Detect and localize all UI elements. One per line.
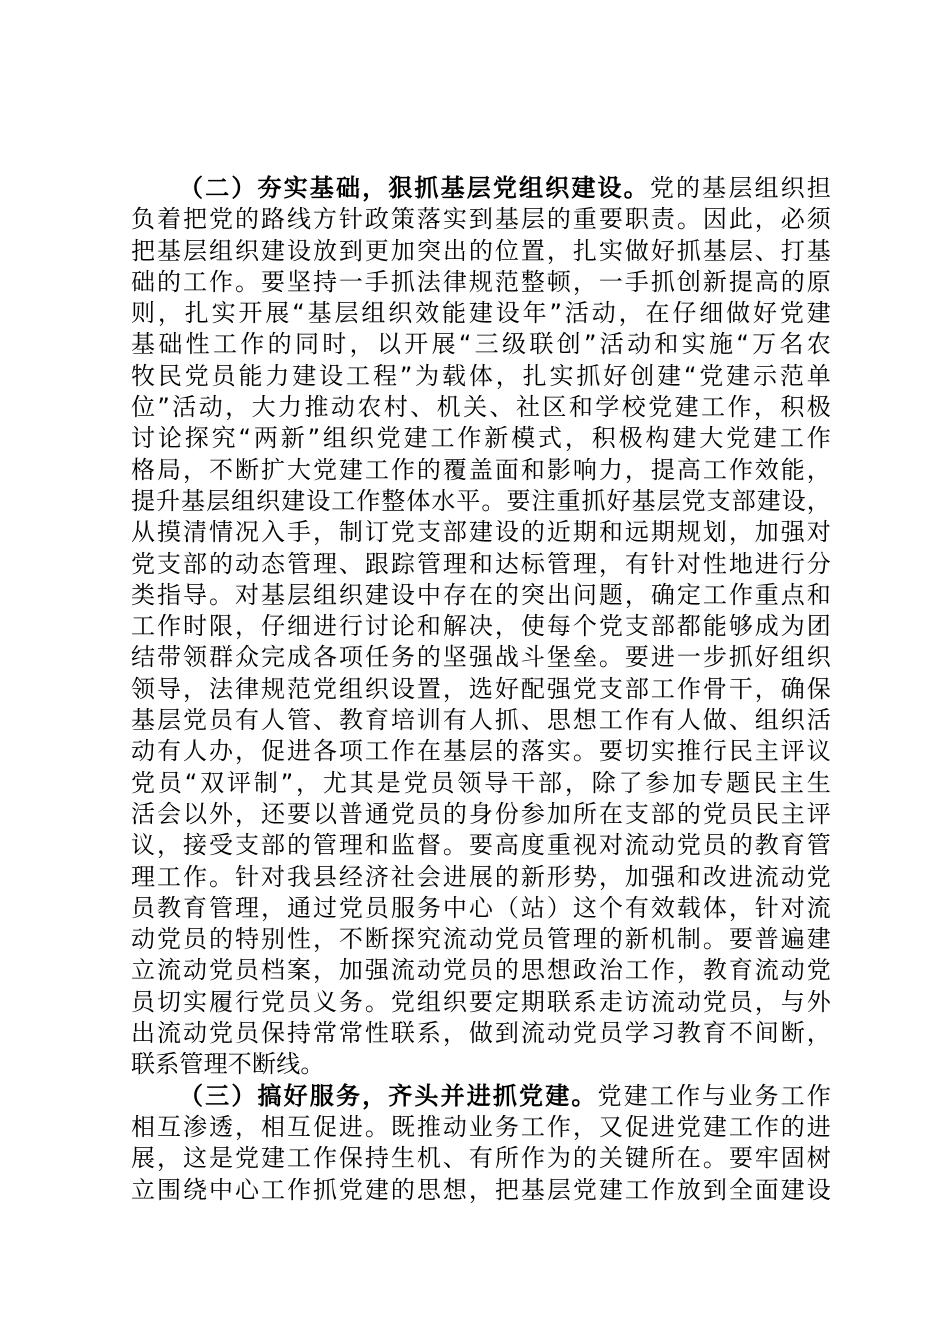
section3-line: 相互渗透，相互促进。既推动业务工作，又促进党建工作的进: [131, 1112, 831, 1141]
section2-line: 动党员的特别性，不断探究流动党员管理的新机制。要普遍建: [131, 925, 831, 954]
section2-line: 提升基层组织建设工作整体水平。要注重抓好基层党支部建设，: [131, 486, 831, 515]
section2-line: 结带领群众完成各项任务的坚强战斗堡垒。要进一步抓好组织: [131, 643, 831, 672]
section3-first-line: [131, 1081, 831, 1112]
section2-line: 领导，法律规范党组织设置，选好配强党支部工作骨干，确保: [131, 674, 831, 703]
section2-line: 党员“双评制”，尤其是党员领导干部，除了参加专题民主生: [131, 768, 831, 797]
section2-line: 位”活动，大力推动农村、机关、社区和学校党建工作，积极: [131, 393, 831, 422]
section3-line: 立围绕中心工作抓党建的思想，把基层党建工作放到全面建设: [131, 1175, 831, 1204]
section2-line: 工作时限，仔细进行讨论和解决，使每个党支部都能够成为团: [131, 612, 831, 641]
section2-line: 讨论探究“两新”组织党建工作新模式，积极构建大党建工作: [131, 424, 831, 453]
document-body: [131, 173, 831, 1206]
section2-line: 类指导。对基层组织建设中存在的突出问题，确定工作重点和: [131, 580, 831, 609]
section2-first-line-text: 党的基层组织担: [649, 174, 831, 202]
section2-line: 础的工作。要坚持一手抓法律规范整顿，一手抓创新提高的原: [131, 267, 831, 296]
section2-line: 基础性工作的同时，以开展“三级联创”活动和实施“万名农: [131, 330, 831, 359]
section2-line: 员切实履行党员义务。党组织要定期联系走访流动党员，与外: [131, 987, 831, 1016]
section2-line: 联系管理不断线。: [131, 1050, 325, 1079]
section2-line: 理工作。针对我县经济社会进展的新形势，加强和改进流动党: [131, 862, 831, 891]
section2-line: 活会以外，还要以普通党员的身份参加所在支部的党员民主评: [131, 799, 831, 828]
section2-heading: （二）夯实基础，狠抓基层党组织建设。: [179, 174, 650, 202]
section2-line: 员教育管理，通过党员服务中心（站）这个有效载体，针对流: [131, 893, 831, 922]
section2-line: 基层党员有人管、教育培训有人抓、思想工作有人做、组织活: [131, 706, 831, 735]
section2-line: 把基层组织建设放到更加突出的位置，扎实做好抓基层、打基: [131, 236, 831, 265]
section3-first-line-text: 党建工作与业务工作: [597, 1081, 831, 1110]
section2-line: 则，扎实开展“基层组织效能建设年”活动，在仔细做好党建: [131, 299, 831, 328]
section2-line: 议，接受支部的管理和监督。要高度重视对流动党员的教育管: [131, 831, 831, 860]
section3-heading: （三）搞好服务，齐头并进抓党建。: [179, 1081, 598, 1110]
section2-line: 动有人办，促进各项工作在基层的落实。要切实推行民主评议: [131, 737, 831, 766]
section2-line: 负着把党的路线方针政策落实到基层的重要职责。因此，必须: [131, 205, 831, 234]
section2-line: 立流动党员档案，加强流动党员的思想政治工作，教育流动党: [131, 956, 831, 985]
section3-line: 展，这是党建工作保持生机、有所作为的关键所在。要牢固树: [131, 1144, 831, 1173]
section2-first-line: [131, 173, 831, 204]
section2-line: 牧民党员能力建设工程”为载体，扎实抓好创建“党建示范单: [131, 361, 831, 390]
section2-line: 从摸清情况入手，制订党支部建设的近期和远期规划，加强对: [131, 518, 831, 547]
section2-line: 出流动党员保持常常性联系，做到流动党员学习教育不间断，: [131, 1019, 831, 1048]
section2-line: 党支部的动态管理、跟踪管理和达标管理，有针对性地进行分: [131, 549, 831, 578]
section2-line: 格局，不断扩大党建工作的覆盖面和影响力，提高工作效能，: [131, 455, 831, 484]
